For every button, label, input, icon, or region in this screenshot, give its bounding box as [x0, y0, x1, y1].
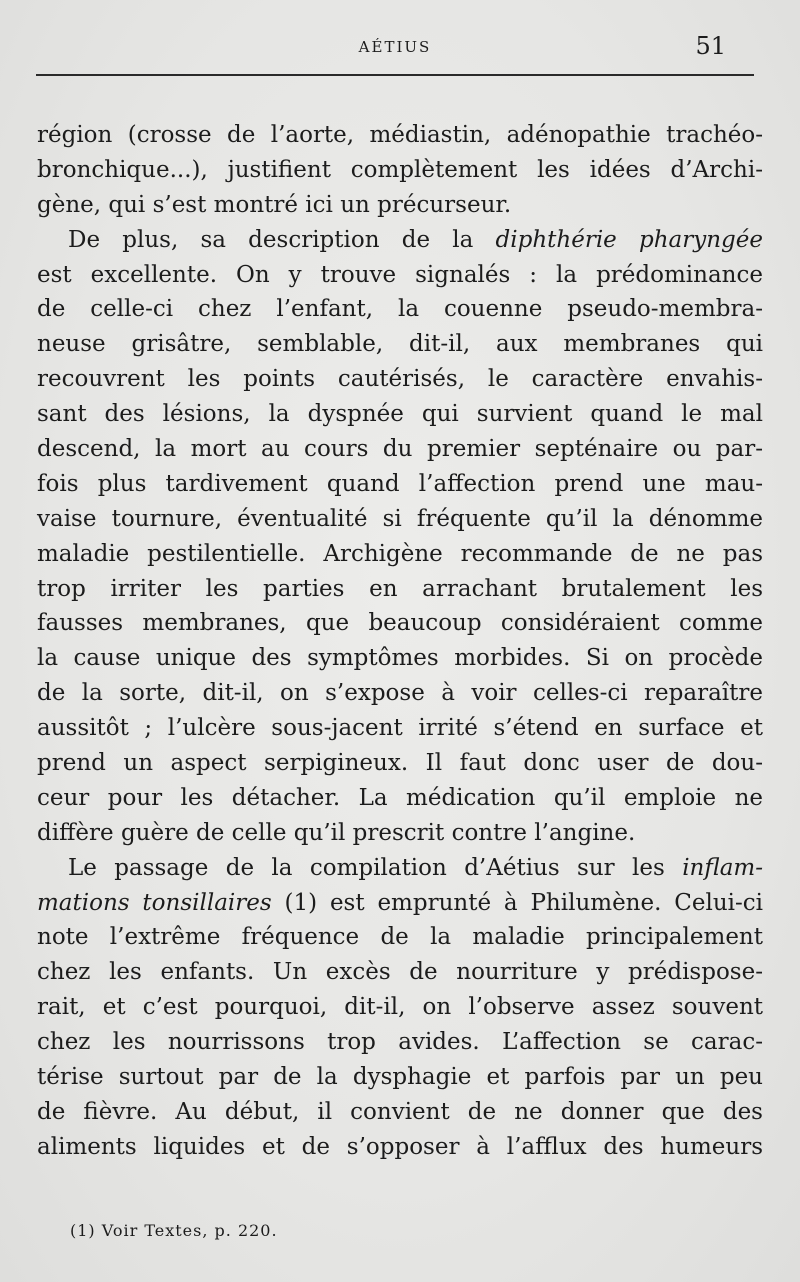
- text-line: térise surtout par de la dysphagie et parfois par un peu: [37, 1064, 763, 1091]
- text-line: sant des lésions, la dyspnée qui survient quand le mal: [37, 401, 763, 428]
- running-title: AÉTIUS: [358, 38, 432, 56]
- text-line: note l’extrême fréquence de la maladie principalement: [37, 924, 763, 951]
- header-rule: [36, 74, 754, 76]
- text-line: [37, 886, 763, 921]
- text-line: trop irriter les parties en arrachant brutalement les: [37, 575, 763, 602]
- italic-term: mations tonsillaires: [37, 889, 272, 916]
- text-line: neuse grisâtre, semblable, dit-il, aux membranes qui: [37, 331, 763, 358]
- text-line: chez les nourrissons trop avides. L’affection se carac-: [37, 1029, 763, 1056]
- text-line: descend, la mort au cours du premier septénaire ou par-: [37, 436, 763, 463]
- text-line: bronchique...), justifient complètement les idées d’Archi-: [37, 156, 763, 183]
- text-line: la cause unique des symptômes morbides. Si on procède: [37, 645, 763, 672]
- text-line: [37, 851, 763, 886]
- text-line: fois plus tardivement quand l’affection prend une mau-: [37, 470, 763, 497]
- running-head: [36, 28, 754, 68]
- text-line: recouvrent les points cautérisés, le caractère envahis-: [37, 366, 763, 393]
- text-line: [37, 223, 763, 258]
- line-segment: (1) est emprunté à Philumène. Celui-ci: [271, 889, 763, 916]
- text-line: vaise tournure, éventualité si fréquente qu’il la dénomme: [37, 505, 763, 532]
- text-line: maladie pestilentielle. Archigène recommande de ne pas: [37, 540, 763, 567]
- italic-term: inflam-: [682, 854, 763, 881]
- text-line: aussitôt ; l’ulcère sous-jacent irrité s’étend en surface et: [37, 715, 763, 742]
- footnote: (1) Voir Textes, p. 220.: [70, 1221, 278, 1240]
- text-line: ceur pour les détacher. La médication qu’il emploie ne: [37, 784, 763, 811]
- italic-term: diphthérie pharyngée: [495, 226, 763, 253]
- text-line: de la sorte, dit-il, on s’expose à voir celles-ci reparaître: [37, 680, 763, 707]
- body-text: [37, 118, 763, 1165]
- text-line: rait, et c’est pourquoi, dit-il, on l’observe assez souvent: [37, 994, 763, 1021]
- text-line: aliments liquides et de s’opposer à l’afflux des humeurs: [37, 1133, 763, 1160]
- text-line: est excellente. On y trouve signalés : la prédominance: [37, 261, 763, 288]
- text-line: chez les enfants. Un excès de nourriture y prédispose-: [37, 959, 763, 986]
- line-segment: Le passage de la compilation d’Aétius sur les: [68, 854, 683, 881]
- line-segment: De plus, sa description de la: [68, 226, 496, 253]
- text-line: de fièvre. Au début, il convient de ne donner que des: [37, 1098, 763, 1125]
- text-line: région (crosse de l’aorte, médiastin, adénopathie trachéo-: [37, 122, 763, 148]
- text-line: prend un aspect serpigineux. Il faut donc user de dou-: [37, 750, 763, 777]
- text-line: de celle-ci chez l’enfant, la couenne pseudo-membra-: [37, 296, 763, 323]
- page-number: 51: [695, 32, 726, 60]
- text-line: diffère guère de celle qu’il prescrit contre l’angine.: [37, 819, 636, 846]
- text-line: fausses membranes, que beaucoup considéraient comme: [37, 610, 763, 637]
- text-line: gène, qui s’est montré ici un précurseur.: [37, 191, 512, 218]
